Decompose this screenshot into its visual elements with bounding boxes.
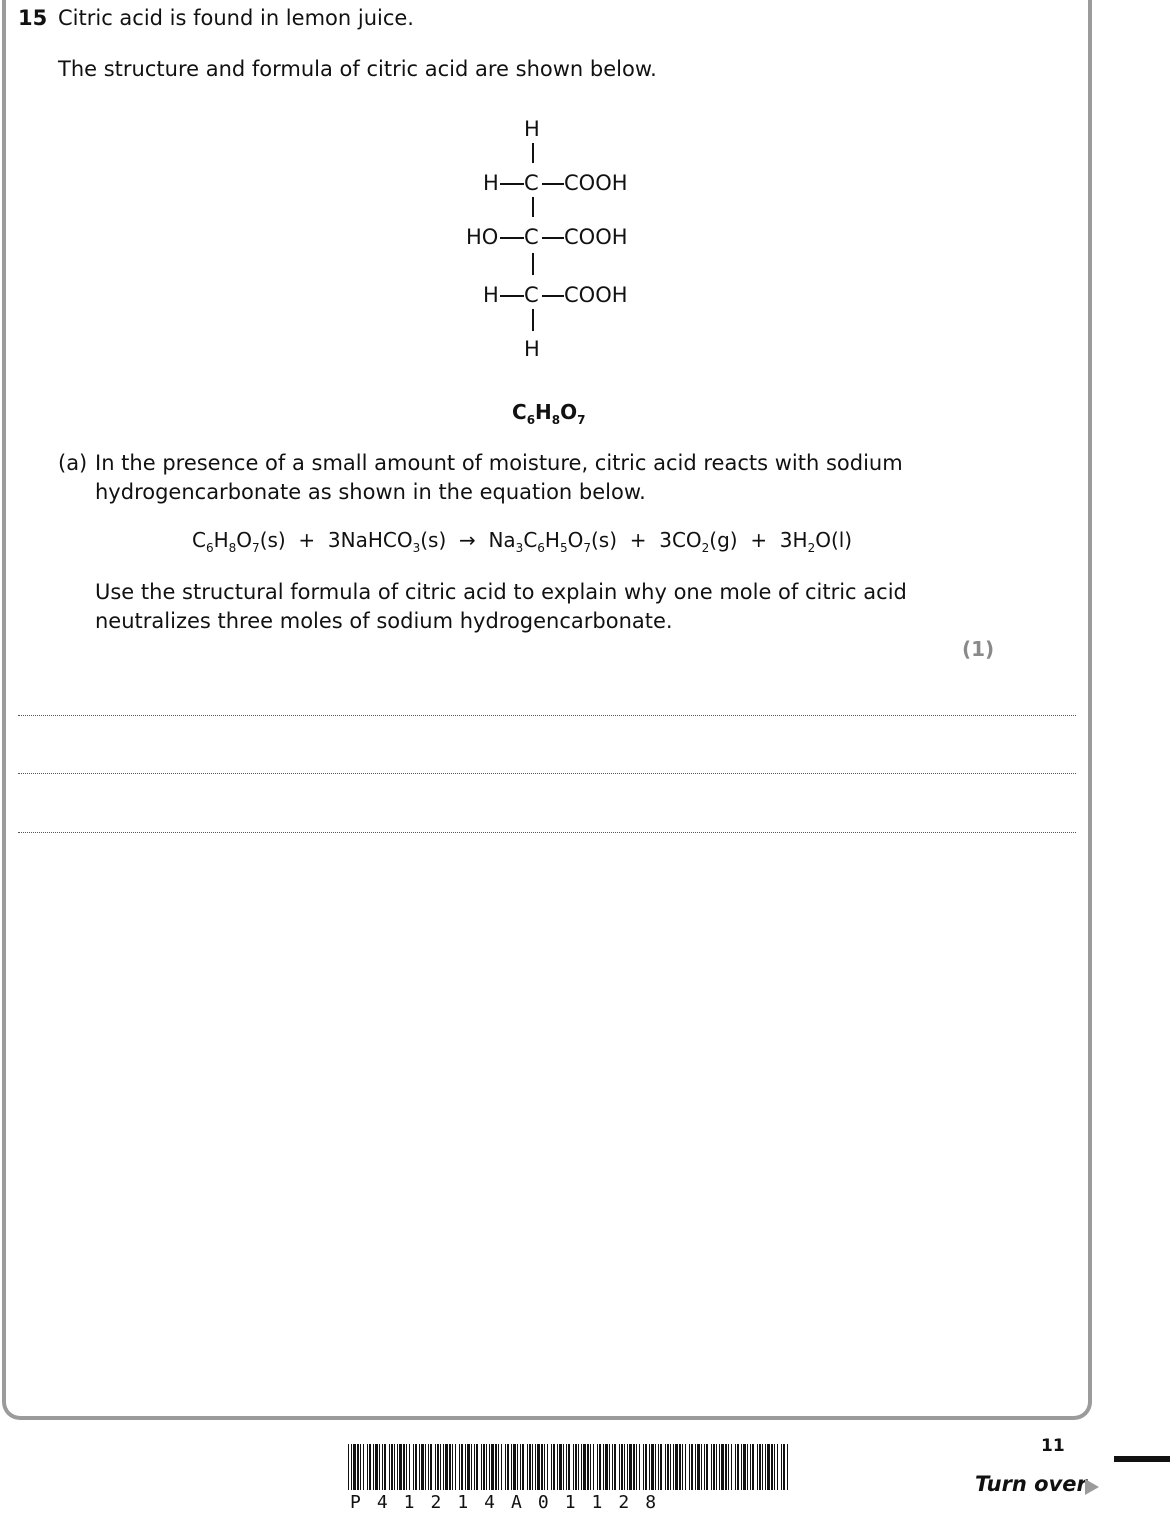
edge-marker [1114, 1456, 1170, 1462]
atom-h-bottom: H [524, 337, 540, 361]
barcode [348, 1444, 790, 1490]
atom-c-2: C [524, 225, 539, 249]
bond [532, 253, 534, 275]
bond [532, 197, 534, 217]
cooh-2: COOH [564, 225, 628, 249]
atom-c-1: C [524, 171, 539, 195]
atom-h-left-3: H [483, 283, 499, 307]
bond [532, 309, 534, 331]
bond [542, 183, 564, 185]
task-text-line2: neutralizes three moles of sodium hydrogencarbonate. [95, 609, 673, 633]
question-intro: Citric acid is found in lemon juice. [58, 6, 414, 30]
answer-line[interactable] [18, 832, 1076, 833]
part-a-text-line2: hydrogencarbonate as shown in the equation below. [95, 480, 646, 504]
molecular-formula: $C_6H_8O_7$ [512, 400, 586, 427]
turn-over-text: Turn over [975, 1472, 1087, 1496]
atom-h-top: H [524, 117, 540, 141]
question-number: 15 [18, 6, 48, 30]
turn-over-arrow-icon [1085, 1479, 1099, 1495]
reaction-equation: $C_6H_8O_7(s)$ + 3NaHCO$_3$(s) → $Na_3C_6H_5O_7(s) + 3CO_2(g) + 3H_2O(l)$ [192, 528, 853, 555]
bond [532, 143, 534, 163]
part-a-label: (a) [58, 451, 88, 475]
bond [542, 295, 564, 297]
bond [542, 237, 564, 239]
barcode-text: P41214A01128 [350, 1492, 673, 1513]
bond [500, 295, 524, 297]
bond [500, 237, 524, 239]
page-border [2, 0, 1092, 1420]
answer-line[interactable] [18, 715, 1076, 716]
atom-c-3: C [524, 283, 539, 307]
atom-ho: HO [466, 225, 499, 249]
cooh-3: COOH [564, 283, 628, 307]
page-number: 11 [1041, 1436, 1065, 1456]
bond [500, 183, 524, 185]
part-a-text-line1: In the presence of a small amount of moisture, citric acid reacts with sodium [95, 451, 903, 475]
answer-line[interactable] [18, 773, 1076, 774]
atom-h-left-1: H [483, 171, 499, 195]
cooh-1: COOH [564, 171, 628, 195]
structure-intro: The structure and formula of citric acid are shown below. [58, 57, 657, 81]
task-text-line1: Use the structural formula of citric acid to explain why one mole of citric acid [95, 580, 907, 604]
marks-indicator: (1) [962, 637, 995, 661]
